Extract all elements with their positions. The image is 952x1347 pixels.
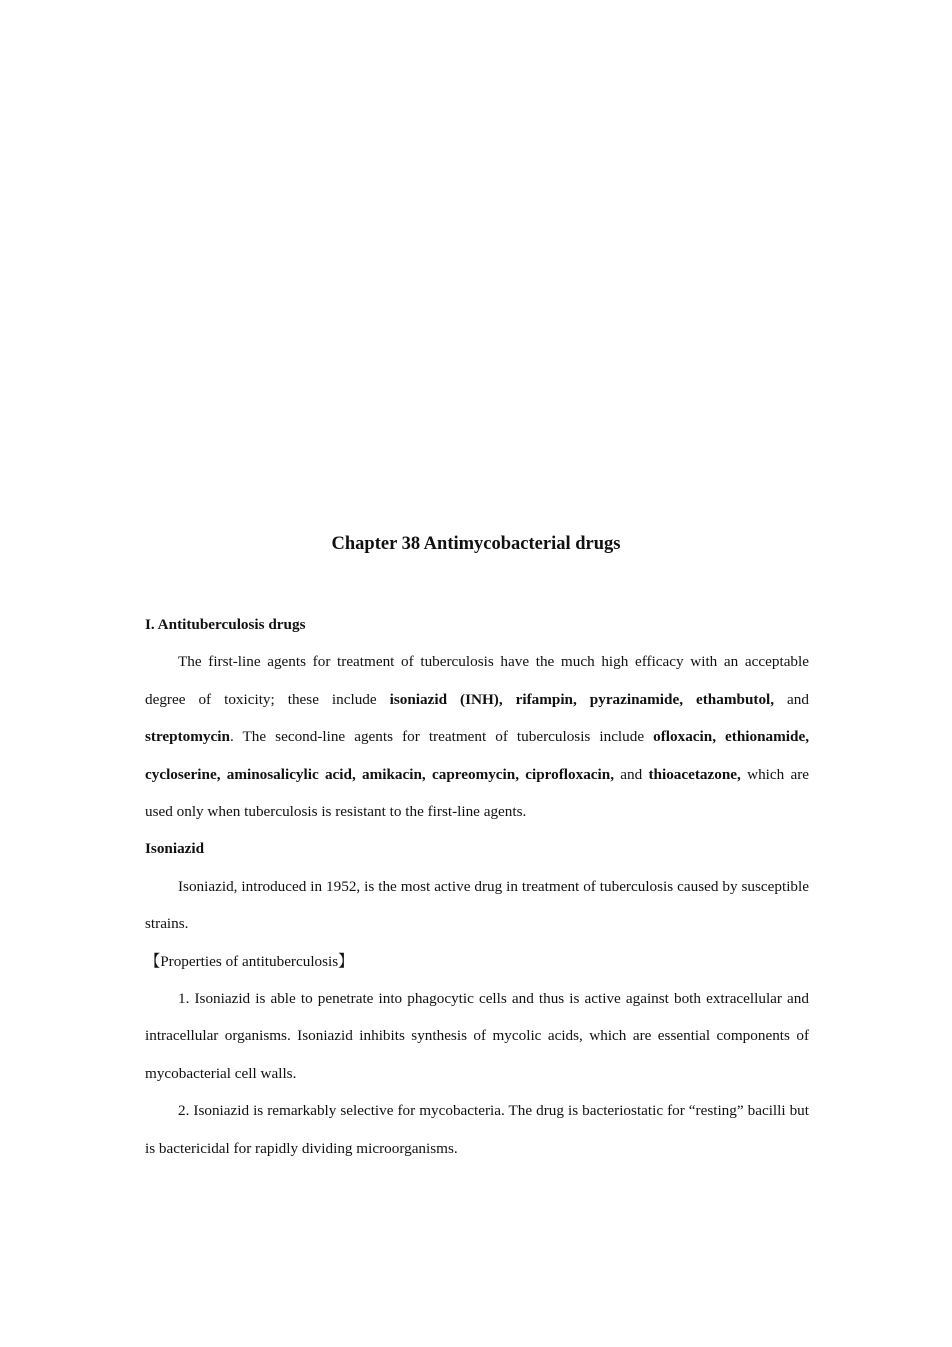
text-run: and (614, 765, 649, 783)
paragraph-isoniazid-intro: Isoniazid, introduced in 1952, is the most active drug in treatment of tuberculosis caused by susceptible strains. (145, 877, 809, 933)
paragraph-first-line-agents (145, 643, 809, 830)
text-run: . The second-line agents for treatment of tuberculosis include (229, 728, 654, 746)
text-run: and (774, 690, 809, 708)
drug-names-second-line: ofloxacin, ethionamide, cycloserine, aminosalicylic acid, amikacin, capreomycin, ciprofloxacin, (145, 728, 810, 783)
property-item-2: 2. Isoniazid is remarkably selective for mycobacteria. The drug is bacteriostatic for “resting” bacilli but is bactericidal for rapidly dividing microorganisms. (145, 1102, 809, 1157)
drug-name-streptomycin: streptomycin (145, 728, 230, 746)
text-run: The first-line agents for treatment of tuberculosis have the much high efficacy with an acceptable degree of toxicity; these include (145, 653, 809, 708)
chapter-title: Chapter 38 Antimycobacterial drugs (331, 534, 621, 554)
text-run: which are used only when tuberculosis is resistant to the first-line agents. (145, 765, 810, 821)
section-heading-antituberculosis: I. Antituberculosis drugs (145, 616, 306, 633)
section-heading-isoniazid: Isoniazid (145, 840, 205, 858)
drug-name-thioacetazone: thioacetazone, (648, 765, 741, 783)
page-body (145, 606, 809, 1167)
property-item-1: 1. Isoniazid is able to penetrate into phagocytic cells and thus is active against both extracellular and intracellular organisms. Isoniazid inhibits synthesis of mycolic acids, which are essential components of mycobacterial cell walls. (145, 990, 809, 1082)
properties-heading: 【Properties of antituberculosis】 (145, 952, 354, 970)
drug-names-first-line: isoniazid (INH), rifampin, pyrazinamide, ethambutol, (389, 690, 775, 708)
